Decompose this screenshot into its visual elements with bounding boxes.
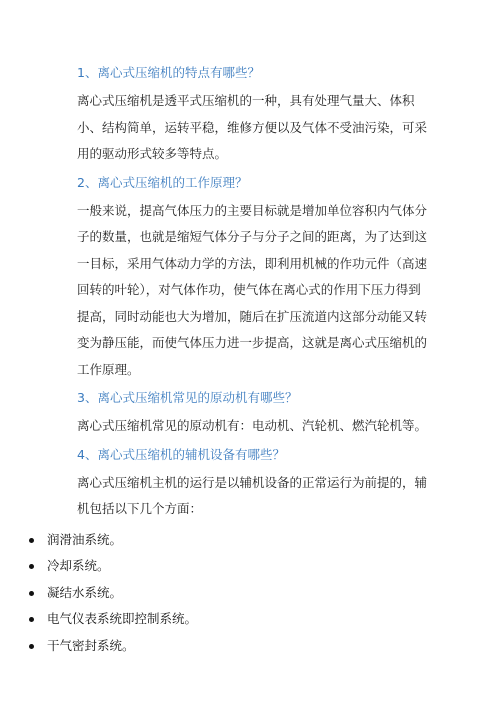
section-paragraph: 一般来说，提高气体压力的主要目标就是增加单位容积内气体分子的数量，也就是缩短气体分子与分子之间的距离，为了达到这一目标，采用气体动力学的方法，即利用机械的作功元件（高速回转的叶轮），对气体作功，使气体在离心式的作用下压力得到提高，同时动能也大为增加，随后在扩压流道内这部分动能又转变为静压能，而使气体压力进一步提高，这就是离心式压缩机的工作原理。: [77, 202, 428, 377]
section-paragraph: 离心式压缩机是透平式压缩机的一种，具有处理气量大、体积小、结构简单，运转平稳，维修方便以及气体不受油污染，可采用的驱动形式较多等特点。: [77, 93, 428, 161]
list-item: [0, 633, 500, 660]
list-item-text: 凝结水系统。: [47, 584, 123, 600]
section-heading: 3、离心式压缩机常见的原动机有哪些？: [77, 390, 298, 405]
section-heading: 2、离心式压缩机的工作原理？: [77, 174, 248, 190]
section-paragraph: 离心式压缩机主机的运行是以辅机设备的正常运行为前提的，辅机包括以下几个方面：: [77, 474, 428, 516]
section-paragraph: 离心式压缩机常见的原动机有：电动机、汽轮机、燃汽轮机等。: [77, 418, 428, 433]
section-2: [0, 172, 500, 384]
section-4: [0, 444, 500, 523]
section-1: [0, 62, 500, 168]
list-item: [0, 580, 500, 607]
list-item-text: 润滑油系统。: [47, 531, 123, 547]
list-item-text: 干气密封系统。: [47, 637, 135, 653]
bullet-dot-icon: [29, 644, 34, 649]
list-item: [0, 606, 500, 633]
list-item: [0, 553, 500, 580]
section-heading: 4、离心式压缩机的辅机设备有哪些？: [77, 446, 285, 462]
section-heading: 1、离心式压缩机的特点有哪些？: [77, 65, 260, 80]
list-item-text: 冷却系统。: [47, 558, 110, 573]
auxiliary-systems-list: [0, 527, 500, 660]
section-3: [0, 387, 500, 440]
list-item-text: 电气仪表系统即控制系统。: [47, 611, 198, 626]
bullet-dot-icon: [29, 617, 34, 622]
bullet-dot-icon: [29, 564, 34, 569]
bullet-dot-icon: [29, 591, 34, 596]
bullet-dot-icon: [29, 538, 34, 543]
list-item: [0, 527, 500, 554]
